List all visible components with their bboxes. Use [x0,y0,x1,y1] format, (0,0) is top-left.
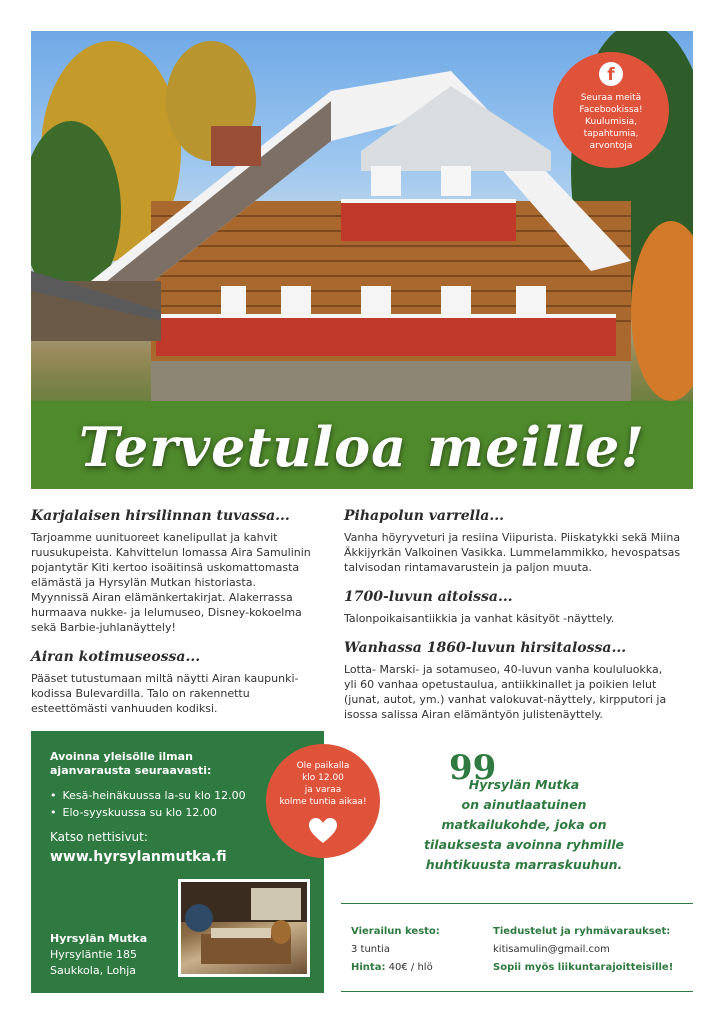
text-line: isossa salissa Airan elämäntyön julistenäyttely. [344,708,603,721]
website-label: Katso nettisivut: [50,830,148,844]
contact-info [493,923,673,977]
price-row [351,959,440,977]
museum-interior-illustration [181,882,307,974]
accessibility-note: Sopii myös liikuntarajoitteisille! [493,962,674,973]
quote-icon: 99 [449,748,497,788]
text-line: kodissa Bulevardilla. Talo on rakennettu [31,687,250,700]
visit-info [351,923,440,977]
quote-line: tilauksesta avoinna ryhmille [424,837,624,852]
duration-label: Vierailun kesto: [351,926,440,937]
text-line: sekä Barbie-juhlanäyttely! [31,621,176,634]
badge-line: Kuulumisia, [585,117,637,127]
text-line: Äkkijyrkän Valkoinen Vasikka. Lummelammikko, hevospatsas [344,546,681,559]
facebook-badge[interactable] [553,52,669,168]
text-line: Tarjoamme uunituoreet kanelipullat ja kahvit [31,531,278,544]
section-heading-karjalainen: Karjalaisen hirsilinnan tuvassa... [31,508,290,524]
section-heading-wanhassa: Wanhassa 1860-luvun hirsitalossa... [344,640,627,656]
museum-interior-photo [178,879,310,977]
badge-line: Ole paikalla [296,761,350,771]
welcome-title: Tervetuloa meille! [78,415,646,479]
list-item: • Kesä-heinäkuussa la-su klo 12.00 [50,787,246,804]
section-heading-kotimuseo: Airan kotimuseossa... [31,649,201,665]
divider-bottom [341,991,693,992]
section-heading-pihapolku: Pihapolun varrella... [344,508,504,524]
duration-value: 3 tuntia [351,944,390,955]
text-line: Myynnissä Airan elämänkertakirjat. Alakerrassa [31,591,293,604]
text-line: esteettömästi vanhuuden kodiksi. [31,702,218,715]
badge-line: ja varaa [304,785,342,795]
quote-line: huhtikuusta marraskuuhun. [425,857,623,872]
text-line: hurmaava nukke- ja lelumuseo, Disney-kokoelma [31,606,302,619]
address-line: Hyrsyläntie 185 [50,948,137,961]
text-line: Vanha höyryveturi ja resiina Viipurista. Piiskatykki sekä Miina [344,531,681,544]
email-link[interactable]: kitisamulin@gmail.com [493,944,610,955]
badge-line: Seuraa meitä [580,93,642,103]
badge-line: arvontoja [589,141,633,151]
text-line: Pääset tutustumaan miltä näytti Airan kaupunki- [31,672,299,685]
quote-line: matkailukohde, joka on [441,817,607,832]
facebook-icon: f [599,62,623,86]
badge-line: kolme tuntia aikaa! [279,797,367,807]
section-text-aitoissa [344,611,694,626]
section-text-pihapolku [344,530,694,575]
badge-line: tapahtumia, [583,129,639,139]
text-line: (junat, autot, ym.) vanhat valokuvat-näyttely, kirpputori ja [344,693,667,706]
arrival-badge [266,744,380,858]
text-line: talvisodan rintamavarustein ja paljon muuta. [344,561,593,574]
badge-line: Facebookissa! [579,105,643,115]
text-line: elämästä ja Hyrsylän Mutkan historiasta. [31,576,256,589]
quote-line: Hyrsylän Mutka [468,777,580,792]
address [50,931,147,979]
right-column [344,508,694,736]
text-line: Talonpoikaisantiikkia ja vanhat käsityöt -näyttely. [344,612,615,625]
badge-line: klo 12.00 [302,773,344,783]
heading-line: Avoinna yleisölle ilman [50,750,193,763]
quote-line: on ainutlaatuinen [461,797,587,812]
section-text-karjalainen [31,530,341,635]
address-name: Hyrsylän Mutka [50,932,148,945]
heart-icon [309,818,337,844]
price-label: Hinta: [351,962,386,973]
section-heading-aitoissa: 1700-luvun aitoissa... [344,589,513,605]
quote-text [394,775,654,875]
text-line: pojantytär Kiti kertoo isoäitinsä uskomattomasta [31,561,300,574]
divider-top [341,903,693,904]
text-line: ruusukupeista. Kahvittelun lomassa Aira Samulinin [31,546,311,559]
text-line: yli 60 vanhaa opetustaulua, antiikkinallet ja poikien lelut [344,678,657,691]
opening-hours-heading [50,750,211,778]
section-text-kotimuseo [31,671,341,716]
heading-line: ajanvarausta seuraavasti: [50,764,212,777]
price-value: 40€ / hlö [388,962,433,973]
left-column [31,508,341,730]
contact-label: Tiedustelut ja ryhmävaraukset: [493,926,671,937]
text-line: Lotta- Marski- ja sotamuseo, 40-luvun vanha koululuokka, [344,663,663,676]
list-item: • Elo-syyskuussa su klo 12.00 [50,804,246,821]
section-text-wanhassa [344,662,694,722]
opening-hours-list [50,787,246,821]
address-line: Saukkola, Lohja [50,964,136,977]
website-link[interactable]: www.hyrsylanmutka.fi [50,849,227,865]
